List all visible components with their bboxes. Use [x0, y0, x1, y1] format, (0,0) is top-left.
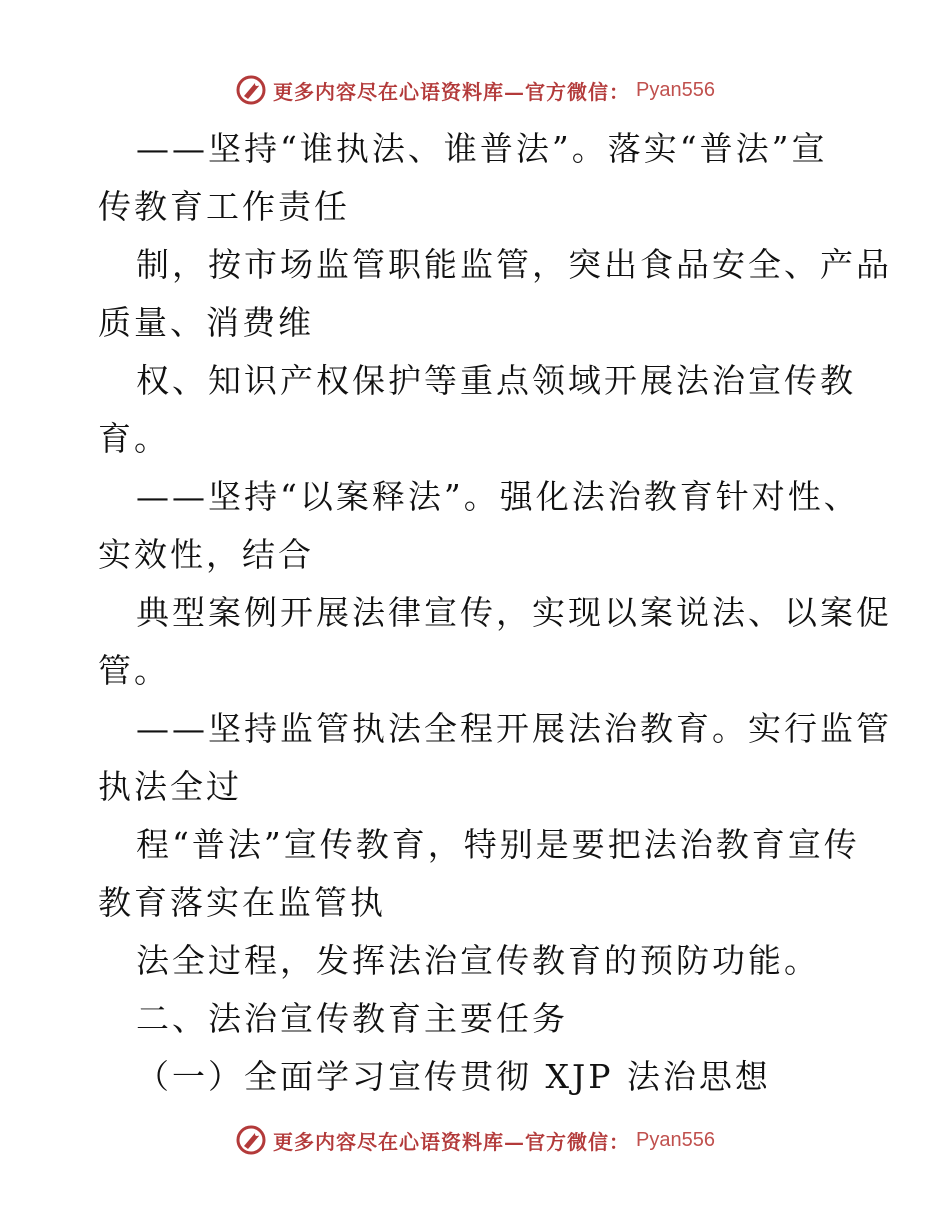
pen-logo-icon [235, 74, 267, 106]
section-heading: 二、法治宣传教育主要任务 [136, 999, 568, 1038]
text-line: ——坚持“谁执法、谁普法”。落实“普法”宣 [136, 129, 828, 168]
pen-logo-icon [235, 1124, 267, 1156]
footer-watermark [0, 1120, 950, 1160]
text-line: 法全过程，发挥法治宣传教育的预防功能。 [136, 941, 820, 980]
text-line: 制，按市场监管职能监管，突出食品安全、产品 [136, 245, 892, 284]
subsection-heading: （一）全面学习宣传贯彻 XJP 法治思想 [136, 1057, 771, 1096]
text-line: 质量、消费维 [98, 303, 314, 342]
text-line: ——坚持“以案释法”。强化法治教育针对性、 [136, 477, 860, 516]
text-line: 权、知识产权保护等重点领域开展法治宣传教 [136, 361, 856, 400]
text-line: 传教育工作责任 [98, 187, 350, 226]
text-line: ——坚持监管执法全程开展法治教育。实行监管 [136, 709, 892, 748]
watermark-text: 更多内容尽在心语资料库—官方微信： [273, 79, 631, 104]
text-line: 管。 [98, 651, 170, 690]
text-line: 育。 [98, 419, 170, 458]
text-line: 执法全过 [98, 767, 242, 806]
watermark-text: 更多内容尽在心语资料库—官方微信： [273, 1129, 631, 1154]
watermark-handle: Pyan556 [636, 1128, 715, 1151]
text-line: 程“普法”宣传教育，特别是要把法治教育宣传 [136, 825, 860, 864]
text-line: 教育落实在监管执 [98, 883, 386, 922]
document-body [98, 120, 892, 1106]
text-line: 实效性，结合 [98, 535, 314, 574]
header-watermark [0, 70, 950, 110]
watermark-handle: Pyan556 [636, 78, 715, 101]
text-line: 典型案例开展法律宣传，实现以案说法、以案促 [136, 593, 892, 632]
